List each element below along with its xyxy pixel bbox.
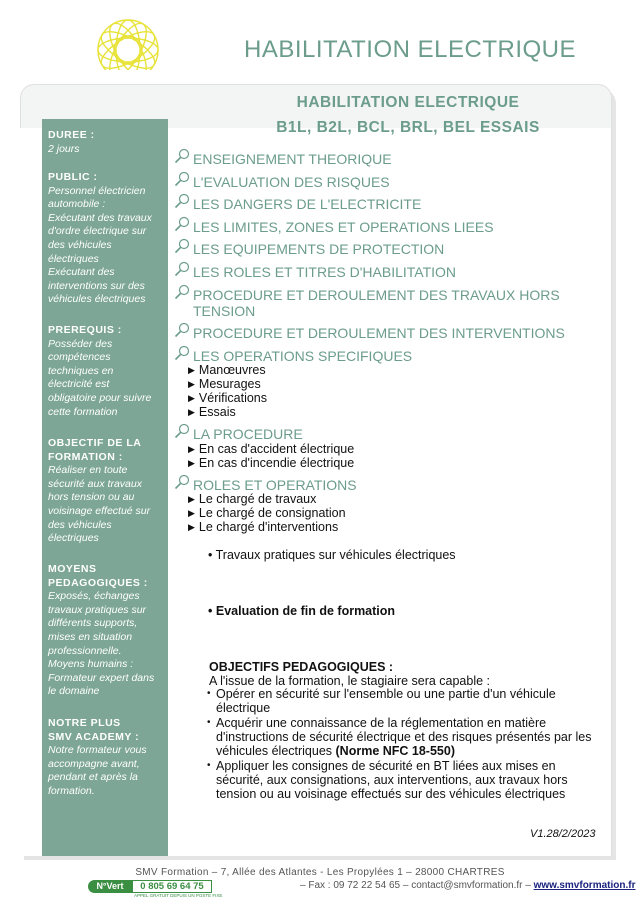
sidebar-text: automobile : xyxy=(48,198,106,211)
nvert-label: N°Vert xyxy=(88,880,132,893)
sidebar-heading: NOTRE PLUS xyxy=(48,717,121,729)
list-item: ▶ En cas d'accident électrique xyxy=(188,442,354,456)
sidebar-text: Personnel électricien xyxy=(48,184,146,197)
sidebar-text: le domaine xyxy=(48,685,100,698)
magnifier-icon xyxy=(174,171,190,187)
sidebar-text: Exécutant des travaux xyxy=(48,211,152,224)
magnifier-icon xyxy=(174,193,190,209)
sidebar-text: interventions sur des xyxy=(48,279,145,292)
objectifs-list xyxy=(207,687,607,802)
page-title: HABILITATION ELECTRIQUE xyxy=(244,36,576,63)
sidebar-text: accompagne avant, xyxy=(48,757,140,770)
nvert-number: 0 805 69 64 75 xyxy=(132,880,212,893)
sidebar-heading: PUBLIC : xyxy=(48,171,98,183)
sidebar-text: cette formation xyxy=(48,405,118,418)
course-title-line1: HABILITATION ELECTRIQUE xyxy=(296,94,520,111)
sidebar-text: formation. xyxy=(48,784,95,797)
sidebar-text: Réaliser en toute xyxy=(48,464,128,477)
sidebar-text: Exécutant des xyxy=(48,266,115,279)
version-label: V1.28/2/2023 xyxy=(530,828,596,840)
magnifier-icon xyxy=(174,423,190,439)
list-item: ▶ Mesurages xyxy=(188,377,261,391)
sidebar-text: voisinage effectué sur xyxy=(48,504,151,517)
sun-logo-icon xyxy=(78,8,178,88)
list-item: ▶ Vérifications xyxy=(188,391,267,405)
sidebar-text: d'ordre électrique sur xyxy=(48,225,147,238)
sidebar-public xyxy=(48,171,166,307)
sidebar-heading: SMV ACADEMY : xyxy=(48,730,140,743)
list-item: • Opérer en sécurité sur l'ensemble ou une partie d'un véhicule électrique xyxy=(207,687,607,715)
sidebar-duree xyxy=(48,129,166,156)
sidebar-text: hors tension ou au xyxy=(48,491,135,504)
sidebar-text: professionnelle. xyxy=(48,644,122,657)
course-title-line2: B1L, B2L, BCL, BRL, BEL ESSAIS xyxy=(276,119,540,136)
magnifier-icon xyxy=(174,284,190,300)
sidebar-text: Moyens humains : xyxy=(48,658,134,671)
numero-vert-badge xyxy=(88,880,223,898)
sidebar-prerequis xyxy=(48,324,166,419)
list-item: ▶ Le chargé de travaux xyxy=(188,492,316,506)
sidebar-text: techniques en xyxy=(48,364,114,377)
magnifier-icon xyxy=(174,261,190,277)
sidebar-text: électriques xyxy=(48,252,99,265)
magnifier-icon xyxy=(174,345,190,361)
list-item: ▶ Le chargé de consignation xyxy=(188,506,346,520)
sidebar-text: sécurité aux travaux xyxy=(48,477,142,490)
footer-address: SMV Formation – 7, Allée des Atlantes - Les Propylées 1 – 28000 CHARTRES xyxy=(135,867,505,878)
sidebar-text: Formateur expert dans xyxy=(48,671,155,684)
course-title xyxy=(222,90,594,140)
footer-contact-text: – Fax : 09 72 22 54 65 – contact@smvformation.fr – xyxy=(300,880,534,891)
list-item: • Acquérir une connaissance de la réglementation en matière d'instructions de sécurité électrique et des risques présentés par les véhicules électriques (Norme NFC 18-550) xyxy=(207,716,607,758)
sidebar-text: électriques xyxy=(48,532,99,545)
sidebar-plus xyxy=(48,717,166,799)
list-item: • Appliquer les consignes de sécurité en BT liées aux mises en sécurité, aux consignations, aux interventions, aux travaux hors tension ou au voisinage effectués sur des véhicules électriques xyxy=(207,759,607,801)
info-sidebar xyxy=(42,119,168,856)
sidebar-heading: OBJECTIF DE LA xyxy=(48,437,142,449)
sidebar-text: compétences xyxy=(48,351,111,364)
sidebar-text: des véhicules xyxy=(48,238,112,251)
sidebar-text: obligatoire pour suivre xyxy=(48,391,152,404)
website-link[interactable]: www.smvformation.fr xyxy=(533,880,636,891)
magnifier-icon xyxy=(174,322,190,338)
list-item: ▶ Essais xyxy=(188,405,236,419)
list-item: ▶ En cas d'incendie électrique xyxy=(188,456,354,470)
sidebar-text: travaux pratiques sur xyxy=(48,603,147,616)
sidebar-moyens xyxy=(48,563,166,699)
sidebar-text: Notre formateur vous xyxy=(48,744,147,757)
objectifs-title: OBJECTIFS PEDAGOGIQUES : xyxy=(209,660,394,674)
pratique-line: • Travaux pratiques sur véhicules électriques xyxy=(208,548,456,562)
sidebar-text: différents supports, xyxy=(48,617,138,630)
sidebar-text: véhicules électriques xyxy=(48,293,146,306)
sidebar-heading: PEDAGOGIQUES : xyxy=(48,576,148,589)
sidebar-text: pendant et après la xyxy=(48,771,138,784)
magnifier-icon xyxy=(174,216,190,232)
nvert-subtext: APPEL GRATUIT DEPUIS UN POSTE FIXE xyxy=(134,893,223,898)
sidebar-text: mises en situation xyxy=(48,630,133,643)
list-item: ▶ Manœuvres xyxy=(188,363,266,377)
magnifier-icon xyxy=(174,238,190,254)
sidebar-heading: FORMATION : xyxy=(48,450,123,463)
norme-label: (Norme NFC 18-550) xyxy=(335,744,455,758)
objectifs-intro: A l'issue de la formation, le stagiaire sera capable : xyxy=(209,674,491,688)
evaluation-line: • Evaluation de fin de formation xyxy=(208,604,396,618)
sidebar-heading: DUREE : xyxy=(48,129,95,141)
sidebar-text: 2 jours xyxy=(48,142,80,155)
sidebar-heading: MOYENS xyxy=(48,563,97,575)
sidebar-text: des véhicules xyxy=(48,518,112,531)
magnifier-icon xyxy=(174,148,190,164)
sidebar-heading: PREREQUIS : xyxy=(48,324,122,336)
sidebar-objectif xyxy=(48,437,166,546)
magnifier-icon xyxy=(174,474,190,490)
sidebar-text: Exposés, échanges xyxy=(48,590,140,603)
sidebar-text: électricité est xyxy=(48,378,110,391)
list-item: ▶ Le chargé d'interventions xyxy=(188,520,338,534)
sidebar-text: Posséder des xyxy=(48,337,113,350)
